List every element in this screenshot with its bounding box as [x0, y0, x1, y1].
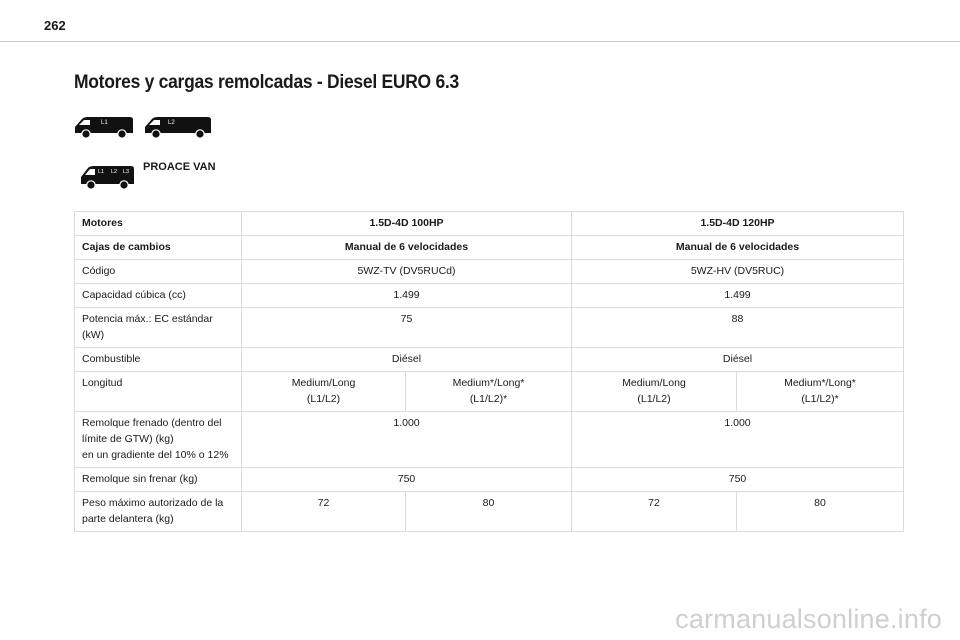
cell-line: (L1/L2) — [306, 393, 341, 405]
table-row-gearbox — [75, 236, 904, 260]
table-row-power — [75, 308, 904, 348]
cell-line: límite de GTW) (kg) — [82, 433, 174, 445]
cell-line: Medium/Long — [291, 377, 356, 389]
table-row-engines — [75, 212, 904, 236]
van-size-label: L2 — [111, 169, 118, 175]
table-cell — [737, 372, 904, 412]
table-cell: Manual de 6 velocidades — [572, 236, 904, 260]
watermark: carmanualsonline.info — [675, 604, 942, 634]
row-label: Código — [75, 260, 242, 284]
row-label: Combustible — [75, 348, 242, 372]
engine-spec-table — [74, 211, 904, 532]
row-label: Peso máximo autorizado de la parte delantera (kg) — [75, 492, 242, 532]
table-row-code — [75, 260, 904, 284]
cell-line: Remolque frenado (dentro del — [82, 417, 222, 429]
van-l3-icon — [79, 162, 135, 192]
table-cell: Diésel — [242, 348, 572, 372]
row-label: Potencia máx.: EC estándar (kW) — [75, 308, 242, 348]
van-size-label: L2 — [168, 120, 175, 126]
van-size-label: L3 — [123, 169, 130, 175]
table-cell: 750 — [242, 468, 572, 492]
van-size-label: L1 — [98, 169, 105, 175]
table-row-unbraked-trailer — [75, 468, 904, 492]
table-cell: 1.499 — [572, 284, 904, 308]
table-cell: Manual de 6 velocidades — [242, 236, 572, 260]
header-divider — [0, 41, 960, 42]
page-number: 262 — [44, 18, 66, 33]
page-title: Motores y cargas remolcadas - Diesel EURO 6.3 — [74, 72, 459, 93]
table-cell — [572, 372, 737, 412]
row-label: Cajas de cambios — [75, 236, 242, 260]
van-size-label: L1 — [101, 120, 108, 126]
cell-line: (L1/L2)* — [801, 393, 839, 405]
table-row-capacity — [75, 284, 904, 308]
table-row-length — [75, 372, 904, 412]
table-cell: 80 — [737, 492, 904, 532]
table-cell: 1.499 — [242, 284, 572, 308]
table-cell: 1.000 — [242, 412, 572, 468]
van-l1-icon — [72, 114, 134, 140]
row-label: Capacidad cúbica (cc) — [75, 284, 242, 308]
table-cell: 750 — [572, 468, 904, 492]
table-cell: 72 — [242, 492, 406, 532]
table-row-braked-trailer — [75, 412, 904, 468]
table-cell: 72 — [572, 492, 737, 532]
table-cell: 75 — [242, 308, 572, 348]
cell-line: (L1/L2)* — [469, 393, 508, 405]
row-label: Longitud — [75, 372, 242, 412]
engine-120hp-header: 1.5D-4D 120HP — [572, 212, 904, 236]
row-label: Remolque sin frenar (kg) — [75, 468, 242, 492]
table-row-fuel — [75, 348, 904, 372]
cell-line: (L1/L2) — [637, 393, 671, 405]
table-cell: 5WZ-HV (DV5RUC) — [572, 260, 904, 284]
engine-100hp-header: 1.5D-4D 100HP — [242, 212, 572, 236]
row-label — [75, 412, 242, 468]
model-label: PROACE VAN — [143, 161, 216, 173]
cell-line: Medium*/Long* — [784, 377, 856, 389]
cell-line: en un gradiente del 10% o 12% — [82, 449, 229, 461]
table-cell: 5WZ-TV (DV5RUCd) — [242, 260, 572, 284]
table-cell — [406, 372, 572, 412]
cell-line: Medium/Long — [622, 377, 686, 389]
row-label: Motores — [75, 212, 242, 236]
table-cell: 88 — [572, 308, 904, 348]
table-cell: Diésel — [572, 348, 904, 372]
table-cell: 80 — [406, 492, 572, 532]
table-row-front-weight — [75, 492, 904, 532]
table-cell — [242, 372, 406, 412]
table-cell: 1.000 — [572, 412, 904, 468]
cell-line: Medium*/Long* — [452, 377, 525, 389]
van-l2-icon — [142, 114, 212, 140]
